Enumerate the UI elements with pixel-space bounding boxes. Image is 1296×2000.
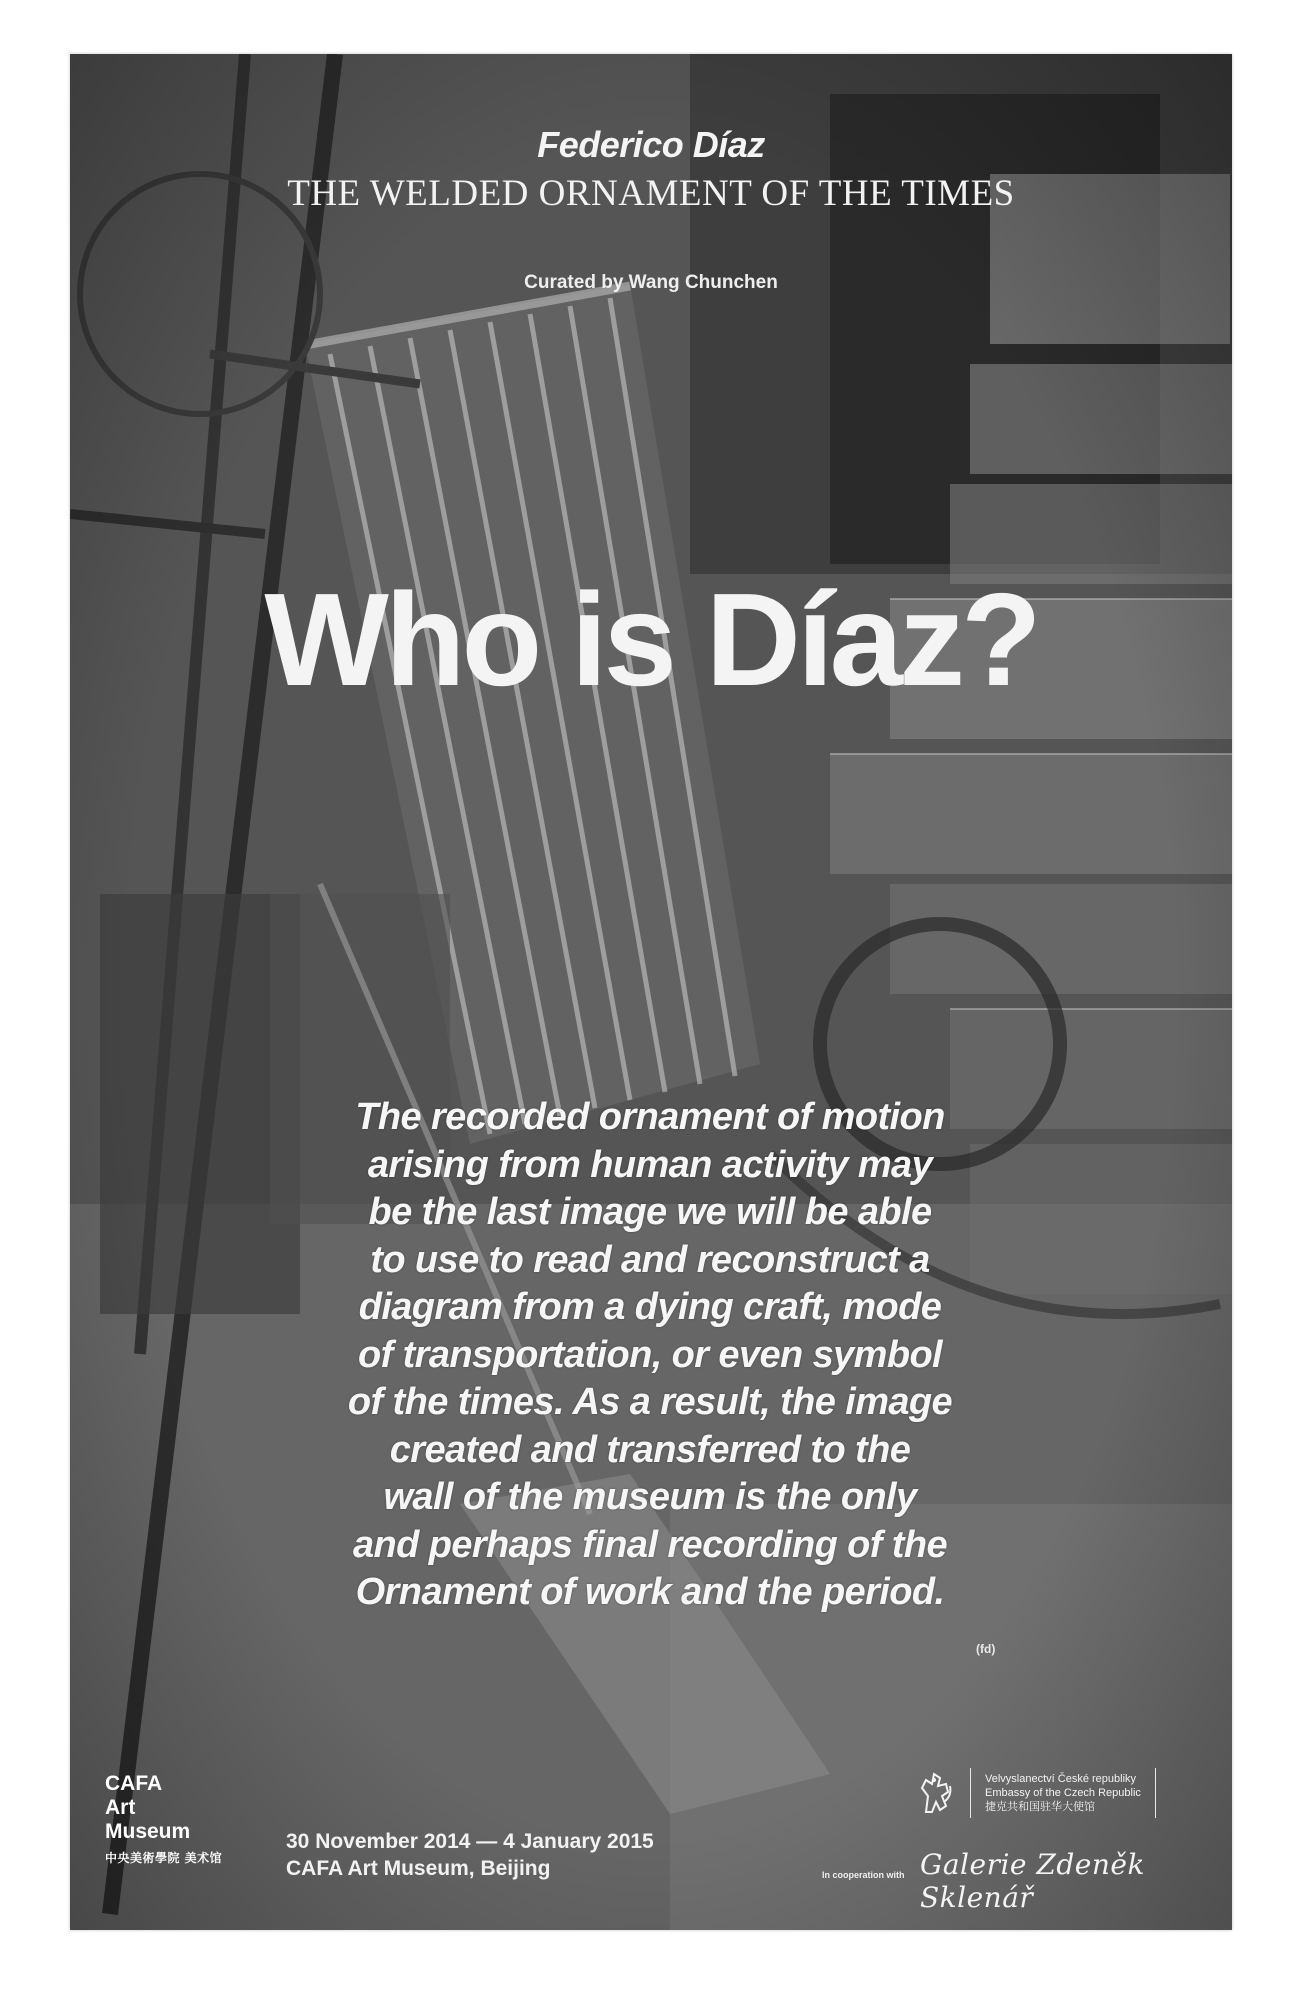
- headline: Who is Díaz?: [264, 566, 1038, 713]
- logo-line: CAFA: [105, 1772, 163, 1795]
- exhibition-title: THE WELDED ORNAMENT OF THE TIMES: [287, 173, 1015, 214]
- statement-line: wall of the museum is the only: [383, 1476, 917, 1518]
- logo-line: Museum: [105, 1820, 191, 1843]
- gallery-logo: Galerie Zdeněk Sklenář: [920, 1848, 1145, 1914]
- logo-chinese: 中央美術學院 美术馆: [105, 1851, 223, 1865]
- logo-line: Art: [105, 1796, 136, 1819]
- cafa-museum-logo: [105, 1772, 222, 1870]
- poster: [70, 54, 1232, 1930]
- statement-line: to use to read and reconstruct a: [370, 1238, 930, 1281]
- embassy-logo: [914, 1765, 1156, 1821]
- statement-line: of transportation, or even symbol: [357, 1333, 943, 1376]
- embassy-name-czech: Velvyslanectví České republiky: [985, 1773, 1137, 1785]
- artist-statement: [260, 1094, 1040, 1617]
- embassy-name-english: Embassy of the Czech Republic: [985, 1787, 1141, 1799]
- curator-credit: Curated by Wang Chunchen: [524, 272, 778, 293]
- embassy-name-chinese: 捷克共和国驻华大使馆: [985, 1801, 1095, 1813]
- exhibition-venue: CAFA Art Museum, Beijing: [286, 1857, 551, 1880]
- statement-line: be the last image we will be able: [368, 1191, 932, 1233]
- statement-line: arising from human activity may: [367, 1143, 933, 1186]
- statement-line: The recorded ornament of motion: [355, 1096, 945, 1138]
- statement-line: created and transferred to the: [389, 1428, 911, 1471]
- statement-credit: (fd): [976, 1642, 996, 1656]
- artist-name: Federico Díaz: [537, 124, 765, 165]
- statement-line: diagram from a dying craft, mode: [358, 1286, 942, 1328]
- statement-line: Ornament of work and the period.: [355, 1571, 945, 1613]
- cooperation-label: In cooperation with: [822, 1870, 905, 1880]
- exhibition-dates: 30 November 2014 — 4 January 2015: [286, 1830, 654, 1853]
- statement-line: of the times. As a result, the image: [347, 1381, 953, 1423]
- exhibition-info: [286, 1828, 654, 1882]
- czech-lion-emblem-icon: [914, 1766, 958, 1820]
- statement-line: and perhaps final recording of the: [352, 1523, 947, 1566]
